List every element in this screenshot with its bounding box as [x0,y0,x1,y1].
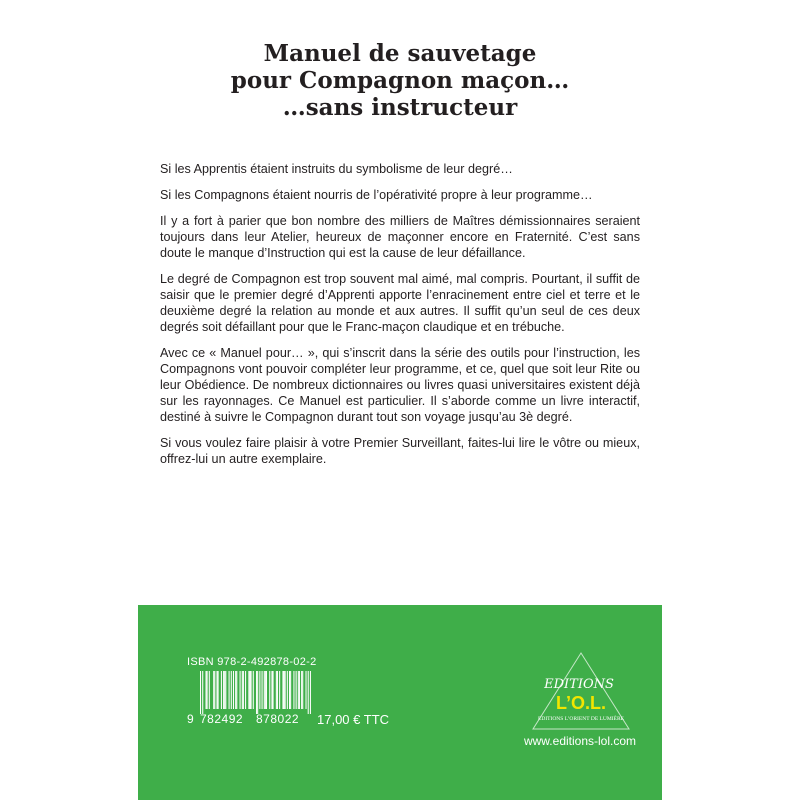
price: 17,00 € TTC [317,712,390,727]
title-line-3: …sans instructeur [282,94,518,121]
barcode-lead-digit: 9 [187,712,195,726]
blurb-paragraph-5: Avec ce « Manuel pour… », qui s’inscrit dans la série des outils pour l’instruction, les Compagnons vont pouvoir compléter leur programme, et ce, quel que soit leur Rite ou leur Obédience. De nombreux dictionnaires ou livres quasi universitaires existent déjà sur les rayonnages. Ce Manuel est particulier. Il s’aborde comme un livre interactif, destiné à suivre le Compagnon durant tout son voyage jusqu’au 3è degré. [160,346,640,424]
logo-tagline-text: EDITIONS L’ORIENT DE LUMIÈRE [537,716,625,722]
title-line-2: pour Compagnon maçon… [230,67,570,94]
logo-name-text: L’O.L. [555,693,607,713]
blurb-paragraph-3: Il y a fort à parier que bon nombre des milliers de Maîtres démissionnaires seraient toujours dans leur Atelier, heureux de maçonner encore en Fraternité. C’est sans doute le manque d’Instruction qui est la cause de leur défaillance. [160,214,640,260]
isbn-label: ISBN 978-2-492878-02-2 [187,656,317,668]
publisher-logo [531,651,631,731]
publisher-website: www.editions-lol.com [523,734,637,748]
book-title [138,40,662,121]
blurb [160,161,640,477]
barcode-group-2: 878022 [256,712,300,726]
barcode [200,671,311,714]
blurb-paragraph-1: Si les Apprentis étaient instruits du symbolisme de leur degré… [160,162,513,176]
barcode-group-1: 782492 [200,712,244,726]
blurb-paragraph-4: Le degré de Compagnon est trop souvent mal aimé, mal compris. Pourtant, il suffit de saisir que le premier degré d’Apprenti apporte l’enracinement entre ciel et terre et le deuxième degré la relation au monde et aux autres. Il suffit qu’un seul de ces deux degrés soit défaillant pour que le Franc-maçon claudique et en trébuche. [160,272,640,334]
title-line-1: Manuel de sauvetage [263,40,537,67]
back-cover [138,0,662,800]
logo-editions-text: EDITIONS [544,677,614,692]
footer-band [138,605,662,800]
barcode-digits [187,712,299,726]
blurb-paragraph-2: Si les Compagnons étaient nourris de l’opérativité propre à leur programme… [160,188,593,202]
blurb-paragraph-6: Si vous voulez faire plaisir à votre Premier Surveillant, faites-lui lire le vôtre ou mieux, offrez-lui un autre exemplaire. [160,436,640,466]
